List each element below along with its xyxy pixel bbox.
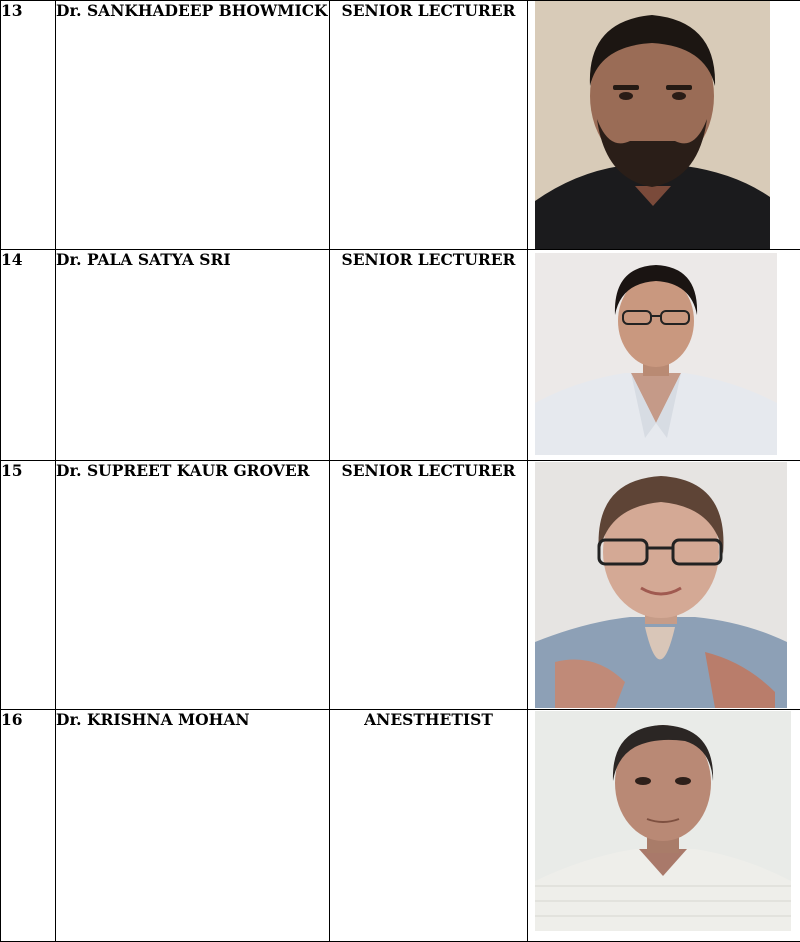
photo-cell [528, 710, 800, 942]
serial-number: 13 [1, 1, 56, 250]
serial-number: 16 [1, 710, 56, 942]
table-row [1, 461, 800, 710]
table-row [1, 1, 800, 250]
staff-name: Dr. PALA SATYA SRI [56, 250, 330, 461]
photo-cell [528, 250, 800, 461]
photo-cell [528, 461, 800, 710]
staff-photo [535, 1, 770, 250]
table-row [1, 250, 800, 461]
staff-photo [535, 253, 777, 455]
staff-photo [535, 462, 787, 708]
staff-name: Dr. SANKHADEEP BHOWMICK [56, 1, 330, 250]
staff-photo [535, 711, 791, 931]
serial-number: 15 [1, 461, 56, 710]
staff-name: Dr. KRISHNA MOHAN [56, 710, 330, 942]
staff-name: Dr. SUPREET KAUR GROVER [56, 461, 330, 710]
staff-designation: ANESTHETIST [330, 710, 528, 942]
staff-designation: SENIOR LECTURER [330, 1, 528, 250]
staff-designation: SENIOR LECTURER [330, 461, 528, 710]
staff-designation: SENIOR LECTURER [330, 250, 528, 461]
photo-cell [528, 1, 800, 250]
table-row [1, 710, 800, 942]
serial-number: 14 [1, 250, 56, 461]
